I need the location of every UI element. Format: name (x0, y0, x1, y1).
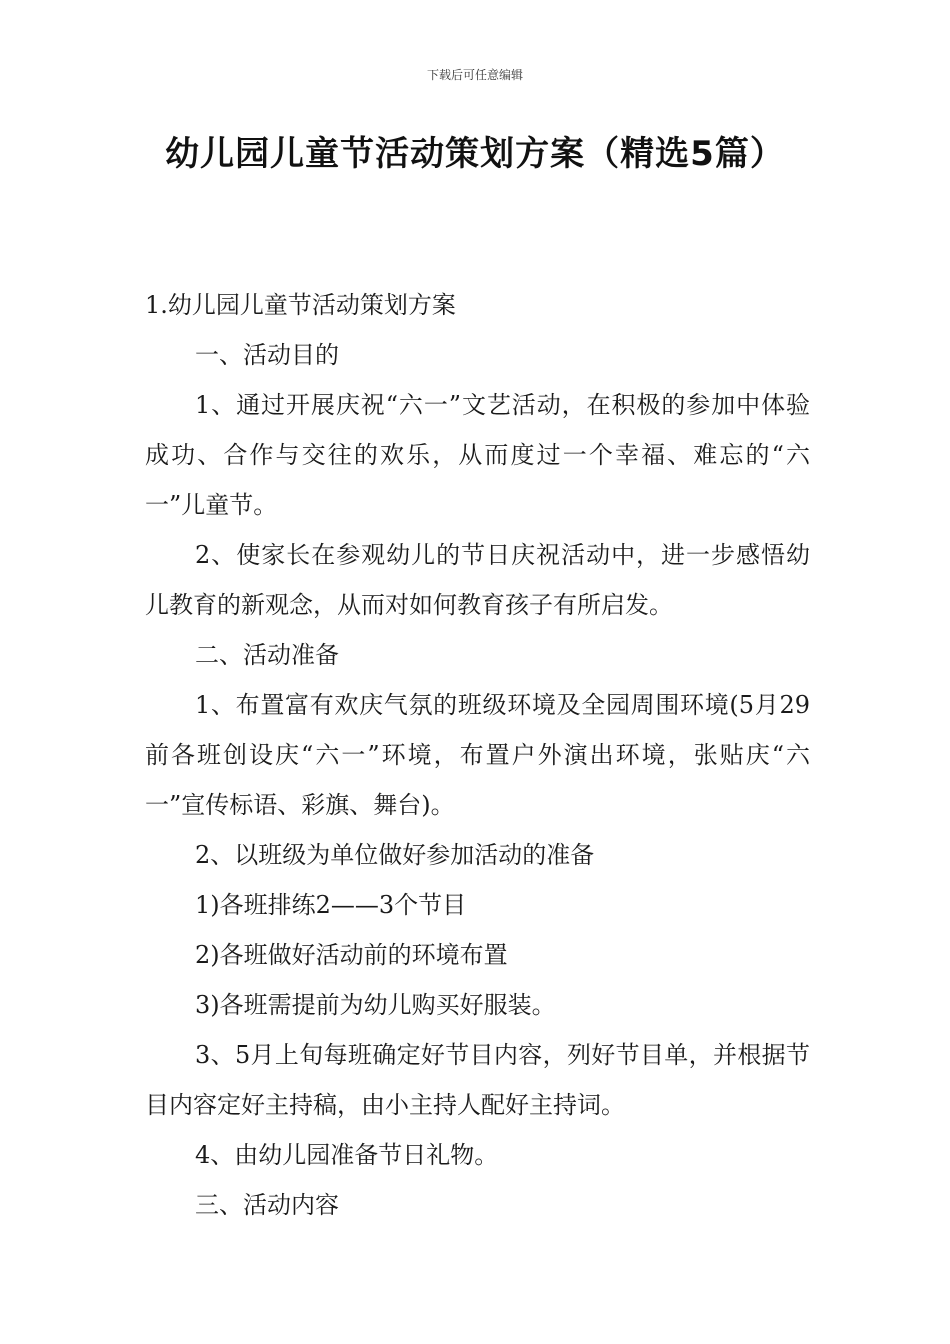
paragraph: 2、以班级为单位做好参加活动的准备 (195, 841, 595, 869)
paragraph-heading-purpose: 一、活动目的 (195, 341, 339, 369)
paragraph-section-heading: 1.幼儿园儿童节活动策划方案 (145, 291, 456, 319)
list-item: 2)各班做好活动前的环境布置 (195, 941, 508, 969)
paragraph: 2、使家长在参观幼儿的节日庆祝活动中，进一步感悟幼儿教育的新观念，从而对如何教育孩子有所启发。 (145, 541, 810, 619)
header-note: 下载后可任意编辑 (426, 68, 523, 82)
list-item: 3)各班需提前为幼儿购买好服装。 (195, 991, 556, 1019)
document-title: 幼儿园儿童节活动策划方案（精选5篇） (165, 134, 785, 174)
document-body (145, 280, 810, 1230)
paragraph-heading-content: 三、活动内容 (195, 1191, 339, 1219)
paragraph-heading-preparation: 二、活动准备 (195, 641, 339, 669)
paragraph: 3、5月上旬每班确定好节目内容，列好节目单，并根据节目内容定好主持稿，由小主持人配好主持词。 (145, 1041, 810, 1119)
paragraph: 1、布置富有欢庆气氛的班级环境及全园周围环境(5月29前各班创设庆“六一”环境，布置户外演出环境，张贴庆“六一”宣传标语、彩旗、舞台)。 (145, 691, 810, 819)
paragraph: 4、由幼儿园准备节日礼物。 (195, 1141, 499, 1169)
list-item: 1)各班排练2——3个节目 (195, 891, 467, 919)
paragraph: 1、通过开展庆祝“六一”文艺活动，在积极的参加中体验成功、合作与交往的欢乐，从而度过一个幸福、难忘的“六一”儿童节。 (145, 391, 810, 519)
